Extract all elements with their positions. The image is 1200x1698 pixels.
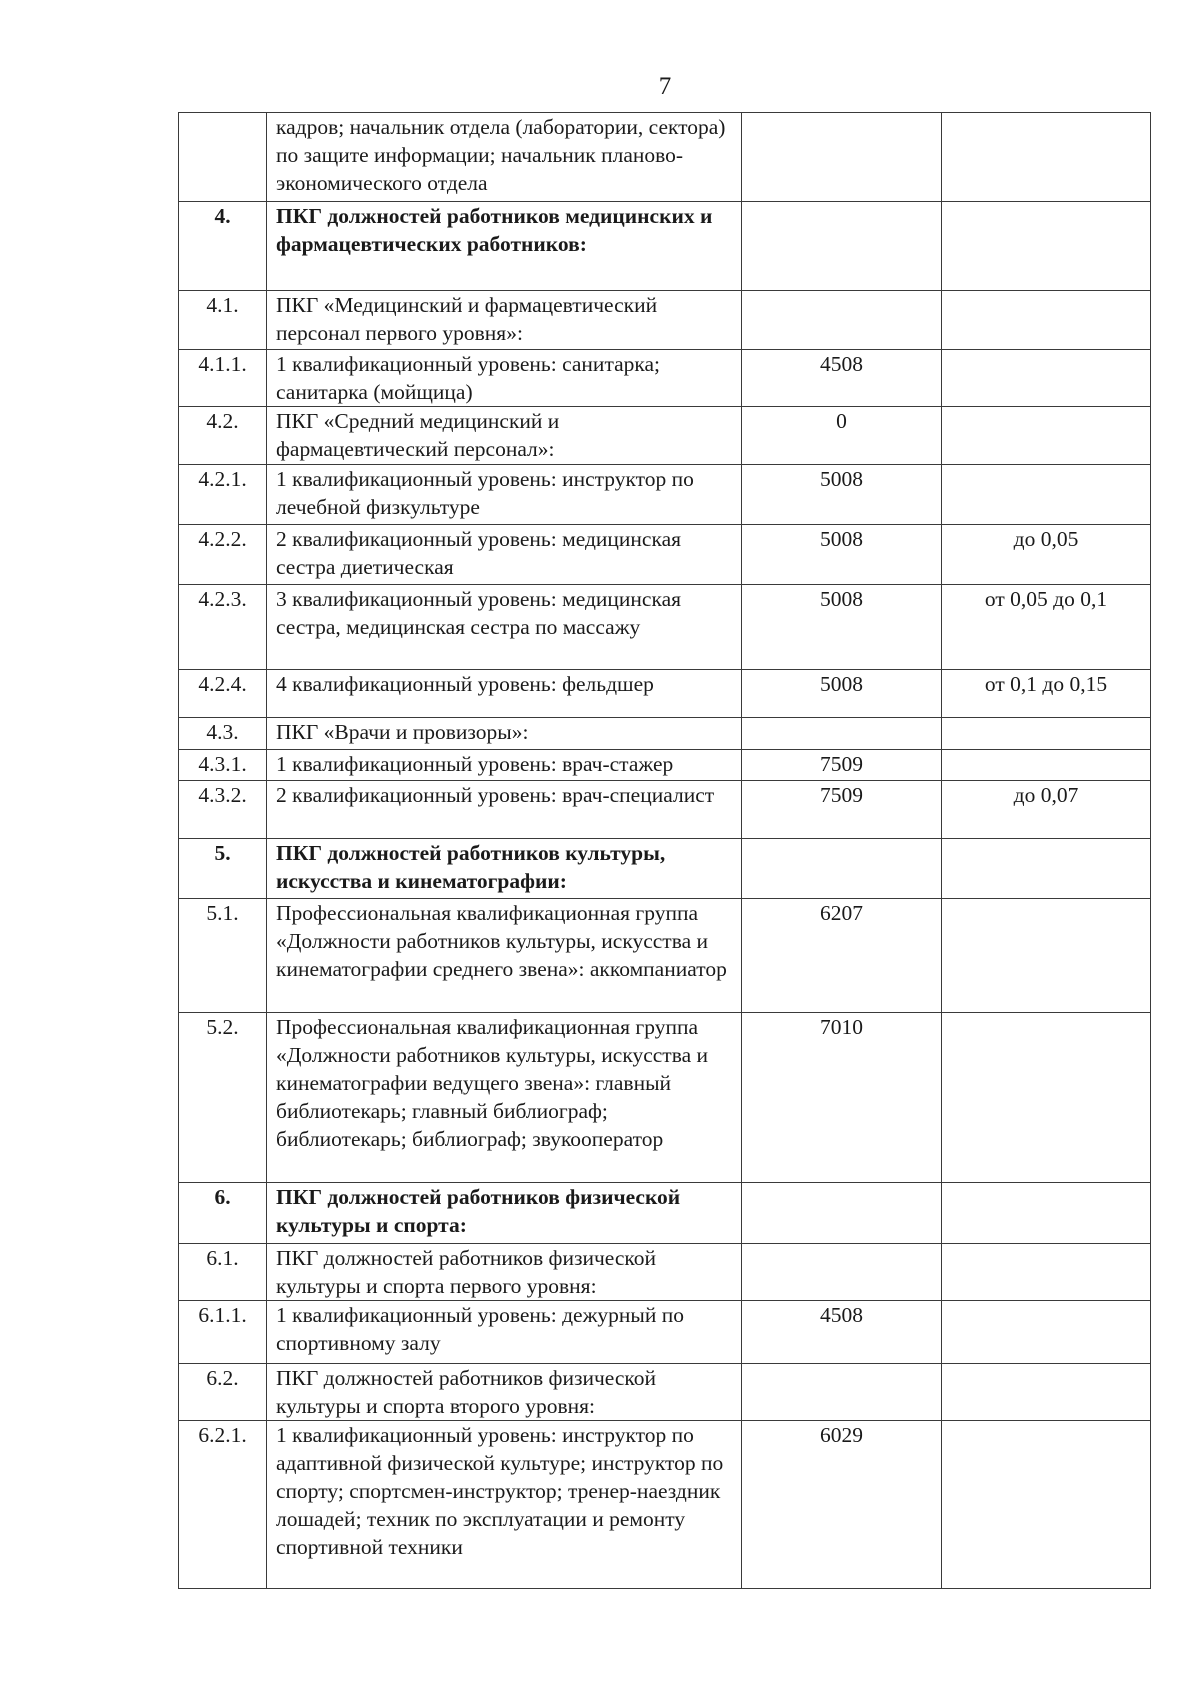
row-salary: 6207 xyxy=(742,899,942,1013)
row-salary: 7509 xyxy=(742,750,942,781)
row-description: ПКГ должностей работников физической культуры и спорта: xyxy=(267,1183,742,1244)
row-salary: 4508 xyxy=(742,1301,942,1364)
row-salary: 5008 xyxy=(742,670,942,718)
row-number: 6.1. xyxy=(179,1244,267,1301)
row-description: ПКГ должностей работников медицинских и фармацевтических работников: xyxy=(267,202,742,291)
table-row xyxy=(179,670,1151,718)
row-number: 6.1.1. xyxy=(179,1301,267,1364)
row-number: 4.2. xyxy=(179,407,267,465)
row-coefficient xyxy=(942,1421,1151,1589)
row-salary xyxy=(742,718,942,750)
row-description: кадров; начальник отдела (лаборатории, сектора) по защите информации; начальник планово-экономического отдела xyxy=(267,113,742,202)
row-coefficient xyxy=(942,465,1151,525)
table-row xyxy=(179,113,1151,202)
row-number: 4.2.1. xyxy=(179,465,267,525)
row-salary xyxy=(742,113,942,202)
row-number: 6.2. xyxy=(179,1364,267,1421)
row-description: 1 квалификационный уровень: санитарка; санитарка (мойщица) xyxy=(267,350,742,407)
row-coefficient: от 0,1 до 0,15 xyxy=(942,670,1151,718)
row-salary: 6029 xyxy=(742,1421,942,1589)
table-row xyxy=(179,1244,1151,1301)
row-number: 4.2.2. xyxy=(179,525,267,585)
row-number: 4.2.4. xyxy=(179,670,267,718)
row-coefficient xyxy=(942,1013,1151,1183)
table-row xyxy=(179,585,1151,670)
row-number: 4.3. xyxy=(179,718,267,750)
row-number: 5. xyxy=(179,839,267,899)
row-description: ПКГ «Врачи и провизоры»: xyxy=(267,718,742,750)
row-salary: 0 xyxy=(742,407,942,465)
row-number: 4.1.1. xyxy=(179,350,267,407)
table-row xyxy=(179,350,1151,407)
row-number: 6. xyxy=(179,1183,267,1244)
table-row xyxy=(179,1301,1151,1364)
row-description: ПКГ «Медицинский и фармацевтический персонал первого уровня»: xyxy=(267,291,742,350)
row-description: 1 квалификационный уровень: дежурный по спортивному залу xyxy=(267,1301,742,1364)
row-number: 6.2.1. xyxy=(179,1421,267,1589)
row-description: 1 квалификационный уровень: инструктор по лечебной физкультуре xyxy=(267,465,742,525)
table-row xyxy=(179,1364,1151,1421)
row-number: 5.1. xyxy=(179,899,267,1013)
salary-table xyxy=(178,112,1151,1589)
row-salary xyxy=(742,1244,942,1301)
row-coefficient: от 0,05 до 0,1 xyxy=(942,585,1151,670)
table-row xyxy=(179,750,1151,781)
row-description: ПКГ должностей работников физической культуры и спорта первого уровня: xyxy=(267,1244,742,1301)
row-coefficient xyxy=(942,1364,1151,1421)
row-coefficient: до 0,07 xyxy=(942,781,1151,839)
row-number: 4. xyxy=(179,202,267,291)
row-coefficient xyxy=(942,1244,1151,1301)
row-number: 4.3.2. xyxy=(179,781,267,839)
row-description: 1 квалификационный уровень: инструктор по адаптивной физической культуре; инструктор по спорту; спортсмен-инструктор; тренер-наездник лошадей; техник по эксплуатации и ремонту спортивной техники xyxy=(267,1421,742,1589)
row-salary xyxy=(742,291,942,350)
table-row xyxy=(179,525,1151,585)
row-coefficient xyxy=(942,1301,1151,1364)
table-row xyxy=(179,1421,1151,1589)
row-coefficient xyxy=(942,718,1151,750)
row-salary: 7010 xyxy=(742,1013,942,1183)
row-salary: 5008 xyxy=(742,525,942,585)
table-row xyxy=(179,465,1151,525)
row-description: 3 квалификационный уровень: медицинская сестра, медицинская сестра по массажу xyxy=(267,585,742,670)
row-coefficient xyxy=(942,1183,1151,1244)
table-row xyxy=(179,1183,1151,1244)
table-row xyxy=(179,839,1151,899)
row-coefficient xyxy=(942,350,1151,407)
row-coefficient xyxy=(942,113,1151,202)
row-coefficient xyxy=(942,750,1151,781)
row-description: 4 квалификационный уровень: фельдшер xyxy=(267,670,742,718)
row-number: 4.3.1. xyxy=(179,750,267,781)
row-salary xyxy=(742,1183,942,1244)
row-description: ПКГ «Средний медицинский и фармацевтический персонал»: xyxy=(267,407,742,465)
row-salary: 5008 xyxy=(742,465,942,525)
row-salary xyxy=(742,202,942,291)
table-row xyxy=(179,899,1151,1013)
table-row xyxy=(179,718,1151,750)
row-description: Профессиональная квалификационная группа «Должности работников культуры, искусства и кинематографии среднего звена»: аккомпаниатор xyxy=(267,899,742,1013)
row-description: ПКГ должностей работников культуры, искусства и кинематографии: xyxy=(267,839,742,899)
table-row xyxy=(179,1013,1151,1183)
table-row xyxy=(179,202,1151,291)
table-row xyxy=(179,407,1151,465)
row-description: 1 квалификационный уровень: врач-стажер xyxy=(267,750,742,781)
row-coefficient: до 0,05 xyxy=(942,525,1151,585)
row-description: Профессиональная квалификационная группа «Должности работников культуры, искусства и кинематографии ведущего звена»: главный библиотекарь; главный библиограф; библиотекарь; библиограф; звукооператор xyxy=(267,1013,742,1183)
row-number: 5.2. xyxy=(179,1013,267,1183)
page-number: 7 xyxy=(658,73,672,100)
row-number: 4.1. xyxy=(179,291,267,350)
row-coefficient xyxy=(942,407,1151,465)
row-salary: 5008 xyxy=(742,585,942,670)
row-number xyxy=(179,113,267,202)
row-salary xyxy=(742,839,942,899)
row-coefficient xyxy=(942,291,1151,350)
table-row xyxy=(179,291,1151,350)
row-coefficient xyxy=(942,839,1151,899)
row-coefficient xyxy=(942,202,1151,291)
row-coefficient xyxy=(942,899,1151,1013)
row-description: 2 квалификационный уровень: врач-специалист xyxy=(267,781,742,839)
row-number: 4.2.3. xyxy=(179,585,267,670)
row-salary: 4508 xyxy=(742,350,942,407)
row-salary: 7509 xyxy=(742,781,942,839)
row-description: 2 квалификационный уровень: медицинская сестра диетическая xyxy=(267,525,742,585)
row-salary xyxy=(742,1364,942,1421)
table-row xyxy=(179,781,1151,839)
row-description: ПКГ должностей работников физической культуры и спорта второго уровня: xyxy=(267,1364,742,1421)
